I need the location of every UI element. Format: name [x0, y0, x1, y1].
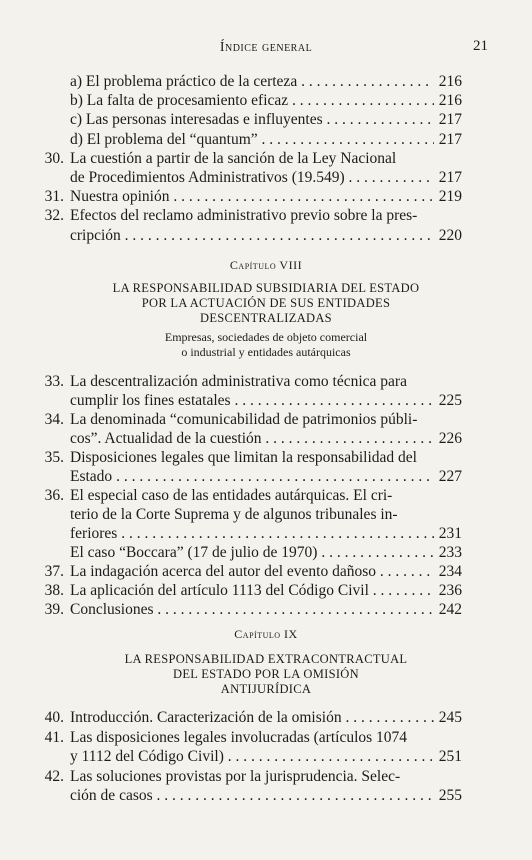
entry-number: 34. [44, 411, 64, 428]
chapter-title-line: POR LA ACTUACIÓN DE SUS ENTIDADES [141, 296, 391, 310]
entry-text-label: El especial caso de las entidades autárquicas. El cri- [70, 487, 393, 504]
toc-entry [30, 226, 462, 246]
entry-text [70, 187, 462, 207]
entry-text [70, 767, 462, 787]
chapter-title-line: DESCENTRALIZADAS [200, 311, 332, 325]
entry-text-label: d) El problema del “quantum” [70, 130, 258, 148]
entry-text [70, 747, 462, 767]
entry-text-label: cripción [70, 226, 121, 244]
entry-text [70, 505, 462, 525]
entry-number: 33. [44, 373, 64, 390]
entry-page: 227 [434, 467, 462, 487]
chapter-title-line: DEL ESTADO POR LA OMISIÓN [173, 667, 359, 681]
toc-entry [30, 786, 462, 806]
toc-entry [30, 391, 462, 411]
entry-text [70, 543, 462, 563]
toc-entry [30, 448, 462, 468]
entry-text-label: El caso “Boccara” (17 de julio de 1970) [70, 544, 318, 561]
entry-text [70, 786, 462, 806]
entry-number: 38. [44, 582, 64, 599]
entry-text [70, 410, 462, 430]
chapter-label: Capítulo IX [234, 627, 298, 641]
toc-entry [30, 410, 462, 430]
entry-text-label: Disposiciones legales que limitan la responsabilidad del [70, 449, 417, 466]
chapter-label: Capítulo VIII [229, 258, 303, 272]
entry-text [70, 429, 462, 449]
entry-page: 225 [434, 391, 462, 411]
toc-entry [30, 747, 462, 767]
toc-entry [30, 708, 462, 728]
toc-entry [30, 72, 462, 92]
toc-entry [30, 486, 462, 506]
entry-number: 39. [44, 601, 64, 618]
entry-page: 234 [434, 562, 462, 582]
entry-text [70, 708, 462, 728]
chapter-title-line: ANTIJURÍDICA [220, 682, 312, 696]
entry-text-label: Las disposiciones legales involucradas (artículos 1074 [70, 728, 408, 746]
toc-entry [30, 600, 462, 620]
entry-text-label: La descentralización administrativa como técnica para [70, 373, 407, 390]
running-title: Índice general [219, 40, 313, 55]
entry-text-label: cos”. Actualidad de la cuestión [70, 430, 262, 447]
entry-text [70, 600, 462, 620]
entry-page: 220 [434, 226, 462, 246]
toc-entry [30, 505, 462, 525]
entry-page: 216 [434, 72, 462, 92]
entry-text-label: La denominada “comunicabilidad de patrimonios públi- [70, 411, 418, 428]
entry-text [70, 372, 462, 392]
entry-page: 231 [434, 524, 462, 544]
entry-number: 30. [44, 149, 64, 167]
entry-page: 216 [434, 91, 462, 111]
entry-text-label: de Procedimientos Administrativos (19.549) [70, 169, 345, 186]
entry-text [70, 72, 462, 92]
toc-entry [30, 728, 462, 748]
entry-text-label: cumplir los fines estatales [70, 392, 231, 409]
entry-text-label: Estado [70, 468, 113, 485]
toc-entry [30, 543, 462, 563]
entry-number: 32. [44, 207, 64, 225]
entry-page: 251 [434, 747, 462, 767]
toc-entry [30, 91, 462, 111]
entry-page: 255 [434, 786, 462, 806]
entry-text [70, 391, 462, 411]
entry-number: 31. [44, 188, 64, 206]
entry-text [70, 110, 462, 130]
chapter-title-line: LA RESPONSABILIDAD EXTRACONTRACTUAL [124, 652, 408, 666]
entry-text [70, 130, 462, 150]
entry-text-label: Conclusiones [70, 601, 154, 618]
entry-page: 226 [434, 429, 462, 449]
toc-entry [30, 467, 462, 487]
toc-entry [30, 562, 462, 582]
entry-page: 217 [434, 130, 462, 150]
entry-text [70, 486, 462, 506]
entry-number: 37. [44, 563, 64, 580]
entry-text-label: La indagación acerca del autor del evento dañoso [70, 563, 376, 580]
entry-text-label: Nuestra opinión [70, 188, 170, 206]
entry-text-label: feriores [70, 525, 118, 542]
entry-text [70, 581, 462, 601]
chapter-title-line: LA RESPONSABILIDAD SUBSIDIARIA DEL ESTADO [112, 281, 420, 295]
entry-page: 217 [434, 110, 462, 130]
entry-text [70, 562, 462, 582]
chapter-subtitle-line: Empresas, sociedades de objeto comercial [164, 330, 368, 344]
chapter-subtitle-line: o industrial y entidades autárquicas [181, 345, 351, 359]
entry-text [70, 728, 462, 748]
entry-number: 41. [44, 728, 64, 746]
entry-text-label: terio de la Corte Suprema y de algunos tribunales in- [70, 506, 398, 523]
page-header [0, 38, 532, 58]
entry-text-label: La cuestión a partir de la sanción de la Ley Nacional [70, 149, 397, 167]
toc-entry [30, 429, 462, 449]
toc-entry [30, 187, 462, 207]
toc-entry [30, 149, 462, 169]
toc-entry [30, 130, 462, 150]
toc-entry [30, 372, 462, 392]
entry-text [70, 524, 462, 544]
entry-text [70, 226, 462, 246]
entry-text-label: ción de casos [70, 787, 153, 804]
chapter-9-heading [0, 627, 532, 697]
entry-text-label: c) Las personas interesadas e influyentes [70, 111, 323, 129]
toc-entry [30, 767, 462, 787]
entry-text [70, 206, 462, 226]
entry-text-label: y 1112 del Código Civil) [70, 748, 224, 765]
entry-page: 245 [434, 708, 462, 728]
entry-number: 40. [44, 709, 64, 726]
entry-page: 242 [434, 600, 462, 620]
entry-page: 219 [434, 187, 462, 207]
toc-entry [30, 168, 462, 188]
entry-text-label: a) El problema práctico de la certeza [70, 73, 298, 90]
entry-page: 233 [434, 543, 462, 563]
entry-text-label: Efectos del reclamo administrativo previo sobre la pres- [70, 207, 418, 225]
toc-entry [30, 110, 462, 130]
entry-number: 36. [44, 487, 64, 504]
entry-number: 42. [44, 767, 64, 785]
entry-text [70, 467, 462, 487]
entry-page: 236 [434, 581, 462, 601]
entry-number: 35. [44, 449, 64, 466]
chapter-8-heading [0, 258, 532, 360]
entry-text-label: La aplicación del artículo 1113 del Código Civil [70, 582, 369, 599]
entry-text-label: Introducción. Caracterización de la omisión [70, 709, 342, 726]
entry-text [70, 149, 462, 169]
toc-entry [30, 524, 462, 544]
page-number: 21 [473, 38, 488, 54]
entry-text [70, 168, 462, 188]
toc-entry [30, 581, 462, 601]
entry-page: 217 [434, 168, 462, 188]
entry-text-label: b) La falta de procesamiento eficaz [70, 92, 289, 110]
entry-text [70, 448, 462, 468]
entry-text [70, 91, 462, 111]
toc-entry [30, 206, 462, 226]
entry-text-label: Las soluciones provistas por la jurisprudencia. Selec- [70, 767, 401, 785]
